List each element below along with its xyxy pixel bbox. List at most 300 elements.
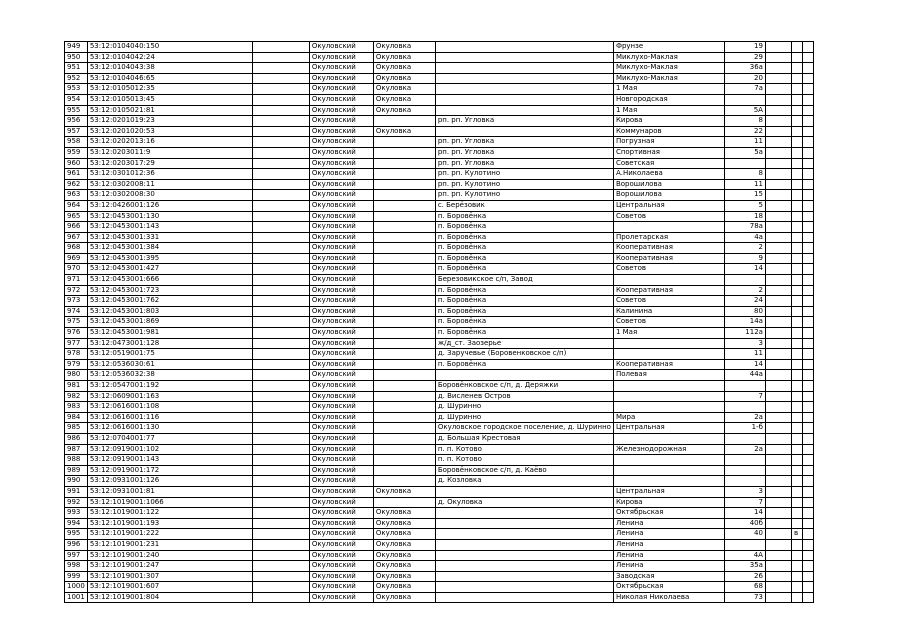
extra-cell bbox=[802, 561, 813, 572]
house-number-cell: 5 bbox=[724, 200, 765, 211]
row-number-cell: 957 bbox=[65, 126, 88, 137]
blank-col-cell bbox=[252, 317, 309, 328]
street-cell: Центральная bbox=[613, 486, 724, 497]
district-cell: Окуловский bbox=[309, 211, 373, 222]
district-cell: Окуловский bbox=[309, 232, 373, 243]
table-row bbox=[65, 433, 814, 444]
settlement-cell bbox=[435, 73, 613, 84]
building-cell bbox=[765, 200, 791, 211]
table-row bbox=[65, 402, 814, 413]
blank-col-cell bbox=[252, 391, 309, 402]
letter-cell: в bbox=[791, 529, 802, 540]
street-cell: Советов bbox=[613, 264, 724, 275]
table-row bbox=[65, 338, 814, 349]
district-cell: Окуловский bbox=[309, 264, 373, 275]
building-cell bbox=[765, 571, 791, 582]
cadastral-number-cell: 53:12:1019001:1066 bbox=[87, 497, 252, 508]
extra-cell bbox=[802, 158, 813, 169]
letter-cell bbox=[791, 158, 802, 169]
locality-cell: Окуловка bbox=[373, 582, 435, 593]
letter-cell bbox=[791, 328, 802, 339]
extra-cell bbox=[802, 465, 813, 476]
building-cell bbox=[765, 222, 791, 233]
settlement-cell: п. Боровёнка bbox=[435, 359, 613, 370]
house-number-cell: 2а bbox=[724, 444, 765, 455]
building-cell bbox=[765, 52, 791, 63]
row-number-cell: 983 bbox=[65, 402, 88, 413]
cadastral-number-cell: 53:12:1019001:240 bbox=[87, 550, 252, 561]
blank-col-cell bbox=[252, 592, 309, 603]
row-number-cell: 974 bbox=[65, 306, 88, 317]
building-cell bbox=[765, 116, 791, 127]
table-row bbox=[65, 476, 814, 487]
settlement-cell bbox=[435, 592, 613, 603]
letter-cell bbox=[791, 84, 802, 95]
row-number-cell: 982 bbox=[65, 391, 88, 402]
street-cell bbox=[613, 391, 724, 402]
row-number-cell: 972 bbox=[65, 285, 88, 296]
building-cell bbox=[765, 169, 791, 180]
locality-cell: Окуловка bbox=[373, 126, 435, 137]
extra-cell bbox=[802, 94, 813, 105]
letter-cell bbox=[791, 550, 802, 561]
settlement-cell: п. Боровёнка bbox=[435, 296, 613, 307]
cadastral-number-cell: 53:12:0426001:126 bbox=[87, 200, 252, 211]
district-cell: Окуловский bbox=[309, 73, 373, 84]
table-row bbox=[65, 105, 814, 116]
building-cell bbox=[765, 84, 791, 95]
settlement-cell: п. Боровёнка bbox=[435, 285, 613, 296]
house-number-cell: 2 bbox=[724, 243, 765, 254]
extra-cell bbox=[802, 571, 813, 582]
blank-col-cell bbox=[252, 169, 309, 180]
letter-cell bbox=[791, 232, 802, 243]
building-cell bbox=[765, 42, 791, 53]
extra-cell bbox=[802, 222, 813, 233]
cadastral-number-cell: 53:12:0453001:869 bbox=[87, 317, 252, 328]
settlement-cell bbox=[435, 126, 613, 137]
cadastral-number-cell: 53:12:0105021:81 bbox=[87, 105, 252, 116]
settlement-cell bbox=[435, 105, 613, 116]
row-number-cell: 960 bbox=[65, 158, 88, 169]
settlement-cell bbox=[435, 529, 613, 540]
letter-cell bbox=[791, 582, 802, 593]
cadastral-number-cell: 53:12:0704001:77 bbox=[87, 433, 252, 444]
cadastral-number-cell: 53:12:0453001:331 bbox=[87, 232, 252, 243]
cadastral-number-cell: 53:12:0453001:762 bbox=[87, 296, 252, 307]
blank-col-cell bbox=[252, 211, 309, 222]
cadastral-number-cell: 53:12:0203011:9 bbox=[87, 147, 252, 158]
street-cell: Погрузная bbox=[613, 137, 724, 148]
locality-cell bbox=[373, 137, 435, 148]
house-number-cell: 36а bbox=[724, 63, 765, 74]
district-cell: Окуловский bbox=[309, 42, 373, 53]
locality-cell: Окуловка bbox=[373, 63, 435, 74]
settlement-cell: д. Висленев Остров bbox=[435, 391, 613, 402]
extra-cell bbox=[802, 169, 813, 180]
settlement-cell: рп. рп. Кулотино bbox=[435, 179, 613, 190]
row-number-cell: 975 bbox=[65, 317, 88, 328]
letter-cell bbox=[791, 359, 802, 370]
building-cell bbox=[765, 306, 791, 317]
house-number-cell: 40 bbox=[724, 529, 765, 540]
blank-col-cell bbox=[252, 571, 309, 582]
extra-cell bbox=[802, 63, 813, 74]
cadastral-number-cell: 53:12:0919001:172 bbox=[87, 465, 252, 476]
extra-cell bbox=[802, 349, 813, 360]
building-cell bbox=[765, 433, 791, 444]
blank-col-cell bbox=[252, 94, 309, 105]
locality-cell: Окуловка bbox=[373, 561, 435, 572]
street-cell: А.Николаева bbox=[613, 169, 724, 180]
locality-cell bbox=[373, 497, 435, 508]
blank-col-cell bbox=[252, 232, 309, 243]
settlement-cell bbox=[435, 539, 613, 550]
blank-col-cell bbox=[252, 412, 309, 423]
street-cell bbox=[613, 476, 724, 487]
blank-col-cell bbox=[252, 42, 309, 53]
settlement-cell: д. Большая Крестовая bbox=[435, 433, 613, 444]
extra-cell bbox=[802, 550, 813, 561]
house-number-cell: 26 bbox=[724, 571, 765, 582]
blank-col-cell bbox=[252, 52, 309, 63]
street-cell: Полевая bbox=[613, 370, 724, 381]
settlement-cell: п. Боровёнка bbox=[435, 317, 613, 328]
house-number-cell: 20 bbox=[724, 73, 765, 84]
blank-col-cell bbox=[252, 243, 309, 254]
cadastral-number-cell: 53:12:0453001:395 bbox=[87, 253, 252, 264]
table-row bbox=[65, 296, 814, 307]
house-number-cell: 112а bbox=[724, 328, 765, 339]
extra-cell bbox=[802, 317, 813, 328]
street-cell: Николая Николаева bbox=[613, 592, 724, 603]
cadastral-number-cell: 53:12:0919001:143 bbox=[87, 455, 252, 466]
house-number-cell: 44а bbox=[724, 370, 765, 381]
blank-col-cell bbox=[252, 63, 309, 74]
district-cell: Окуловский bbox=[309, 412, 373, 423]
row-number-cell: 978 bbox=[65, 349, 88, 360]
extra-cell bbox=[802, 105, 813, 116]
building-cell bbox=[765, 370, 791, 381]
table-row bbox=[65, 158, 814, 169]
table-row bbox=[65, 317, 814, 328]
blank-col-cell bbox=[252, 550, 309, 561]
row-number-cell: 965 bbox=[65, 211, 88, 222]
street-cell bbox=[613, 433, 724, 444]
table-row bbox=[65, 275, 814, 286]
settlement-cell: ж/д_ст. Заозерье bbox=[435, 338, 613, 349]
building-cell bbox=[765, 190, 791, 201]
settlement-cell: рп. рп. Угловка bbox=[435, 116, 613, 127]
extra-cell bbox=[802, 370, 813, 381]
house-number-cell: 8 bbox=[724, 116, 765, 127]
locality-cell: Окуловка bbox=[373, 508, 435, 519]
blank-col-cell bbox=[252, 582, 309, 593]
settlement-cell: п. п. Котово bbox=[435, 444, 613, 455]
building-cell bbox=[765, 158, 791, 169]
row-number-cell: 1000 bbox=[65, 582, 88, 593]
table-row bbox=[65, 465, 814, 476]
house-number-cell bbox=[724, 94, 765, 105]
row-number-cell: 980 bbox=[65, 370, 88, 381]
locality-cell bbox=[373, 338, 435, 349]
row-number-cell: 961 bbox=[65, 169, 88, 180]
extra-cell bbox=[802, 529, 813, 540]
table-row bbox=[65, 222, 814, 233]
row-number-cell: 964 bbox=[65, 200, 88, 211]
locality-cell bbox=[373, 232, 435, 243]
locality-cell bbox=[373, 359, 435, 370]
letter-cell bbox=[791, 116, 802, 127]
district-cell: Окуловский bbox=[309, 285, 373, 296]
locality-cell bbox=[373, 222, 435, 233]
extra-cell bbox=[802, 296, 813, 307]
house-number-cell bbox=[724, 433, 765, 444]
house-number-cell: 2 bbox=[724, 285, 765, 296]
extra-cell bbox=[802, 232, 813, 243]
house-number-cell: 2а bbox=[724, 412, 765, 423]
extra-cell bbox=[802, 455, 813, 466]
extra-cell bbox=[802, 412, 813, 423]
cadastral-number-cell: 53:12:0302008:30 bbox=[87, 190, 252, 201]
table-row bbox=[65, 381, 814, 392]
row-number-cell: 950 bbox=[65, 52, 88, 63]
street-cell bbox=[613, 381, 724, 392]
settlement-cell bbox=[435, 94, 613, 105]
table-row bbox=[65, 42, 814, 53]
settlement-cell bbox=[435, 370, 613, 381]
building-cell bbox=[765, 275, 791, 286]
building-cell bbox=[765, 582, 791, 593]
extra-cell bbox=[802, 52, 813, 63]
building-cell bbox=[765, 550, 791, 561]
house-number-cell: 24 bbox=[724, 296, 765, 307]
building-cell bbox=[765, 105, 791, 116]
street-cell: 1 Мая bbox=[613, 328, 724, 339]
letter-cell bbox=[791, 476, 802, 487]
building-cell bbox=[765, 126, 791, 137]
extra-cell bbox=[802, 444, 813, 455]
district-cell: Окуловский bbox=[309, 444, 373, 455]
locality-cell: Окуловка bbox=[373, 518, 435, 529]
extra-cell bbox=[802, 73, 813, 84]
extra-cell bbox=[802, 306, 813, 317]
cadastral-number-cell: 53:12:1019001:247 bbox=[87, 561, 252, 572]
table-row bbox=[65, 253, 814, 264]
locality-cell: Окуловка bbox=[373, 94, 435, 105]
extra-cell bbox=[802, 243, 813, 254]
locality-cell bbox=[373, 169, 435, 180]
district-cell: Окуловский bbox=[309, 391, 373, 402]
district-cell: Окуловский bbox=[309, 179, 373, 190]
extra-cell bbox=[802, 381, 813, 392]
blank-col-cell bbox=[252, 486, 309, 497]
district-cell: Окуловский bbox=[309, 370, 373, 381]
settlement-cell: п. п. Котово bbox=[435, 455, 613, 466]
settlement-cell bbox=[435, 52, 613, 63]
street-cell: Кооперативная bbox=[613, 285, 724, 296]
district-cell: Окуловский bbox=[309, 126, 373, 137]
house-number-cell bbox=[724, 275, 765, 286]
blank-col-cell bbox=[252, 147, 309, 158]
locality-cell bbox=[373, 179, 435, 190]
house-number-cell: 3 bbox=[724, 338, 765, 349]
district-cell: Окуловский bbox=[309, 200, 373, 211]
house-number-cell: 73 bbox=[724, 592, 765, 603]
cadastral-number-cell: 53:12:0105013:45 bbox=[87, 94, 252, 105]
table-row bbox=[65, 359, 814, 370]
cadastral-number-cell: 53:12:0453001:981 bbox=[87, 328, 252, 339]
building-cell bbox=[765, 465, 791, 476]
street-cell: Советов bbox=[613, 317, 724, 328]
settlement-cell: рп. рп. Кулотино bbox=[435, 169, 613, 180]
house-number-cell: 11 bbox=[724, 137, 765, 148]
building-cell bbox=[765, 253, 791, 264]
locality-cell bbox=[373, 264, 435, 275]
locality-cell bbox=[373, 253, 435, 264]
letter-cell bbox=[791, 296, 802, 307]
street-cell: Ворошилова bbox=[613, 179, 724, 190]
street-cell: Кирова bbox=[613, 116, 724, 127]
table-row bbox=[65, 539, 814, 550]
cadastral-number-cell: 53:12:1019001:804 bbox=[87, 592, 252, 603]
cadastral-number-cell: 53:12:0301012:36 bbox=[87, 169, 252, 180]
locality-cell bbox=[373, 412, 435, 423]
street-cell: Пролетарская bbox=[613, 232, 724, 243]
locality-cell: Окуловка bbox=[373, 105, 435, 116]
letter-cell bbox=[791, 349, 802, 360]
cadastral-number-cell: 53:12:0302008:11 bbox=[87, 179, 252, 190]
table-row bbox=[65, 412, 814, 423]
cadastral-number-cell: 53:12:0201019:23 bbox=[87, 116, 252, 127]
extra-cell bbox=[802, 126, 813, 137]
table-row bbox=[65, 137, 814, 148]
blank-col-cell bbox=[252, 455, 309, 466]
cadastral-number-cell: 53:12:0453001:427 bbox=[87, 264, 252, 275]
cadastral-number-cell: 53:12:1019001:307 bbox=[87, 571, 252, 582]
district-cell: Окуловский bbox=[309, 476, 373, 487]
letter-cell bbox=[791, 444, 802, 455]
locality-cell bbox=[373, 317, 435, 328]
row-number-cell: 958 bbox=[65, 137, 88, 148]
settlement-cell: п. Боровёнка bbox=[435, 253, 613, 264]
building-cell bbox=[765, 529, 791, 540]
row-number-cell: 952 bbox=[65, 73, 88, 84]
street-cell: Ленина bbox=[613, 518, 724, 529]
settlement-cell: п. Боровёнка bbox=[435, 211, 613, 222]
settlement-cell bbox=[435, 550, 613, 561]
extra-cell bbox=[802, 539, 813, 550]
table-row bbox=[65, 306, 814, 317]
settlement-cell: Боровёнковское с/п, д. Каёво bbox=[435, 465, 613, 476]
district-cell: Окуловский bbox=[309, 306, 373, 317]
street-cell bbox=[613, 349, 724, 360]
house-number-cell bbox=[724, 539, 765, 550]
settlement-cell: с. Берёзовик bbox=[435, 200, 613, 211]
building-cell bbox=[765, 317, 791, 328]
locality-cell: Окуловка bbox=[373, 592, 435, 603]
building-cell bbox=[765, 338, 791, 349]
house-number-cell: 1-б bbox=[724, 423, 765, 434]
blank-col-cell bbox=[252, 116, 309, 127]
blank-col-cell bbox=[252, 444, 309, 455]
cadastral-number-cell: 53:12:0536032:38 bbox=[87, 370, 252, 381]
locality-cell bbox=[373, 370, 435, 381]
blank-col-cell bbox=[252, 264, 309, 275]
extra-cell bbox=[802, 476, 813, 487]
house-number-cell: 14а bbox=[724, 317, 765, 328]
house-number-cell bbox=[724, 381, 765, 392]
locality-cell bbox=[373, 306, 435, 317]
row-number-cell: 995 bbox=[65, 529, 88, 540]
cadastral-number-cell: 53:12:0202013:16 bbox=[87, 137, 252, 148]
street-cell: Ленина bbox=[613, 529, 724, 540]
row-number-cell: 973 bbox=[65, 296, 88, 307]
cadastral-number-cell: 53:12:1019001:193 bbox=[87, 518, 252, 529]
table-row bbox=[65, 200, 814, 211]
district-cell: Окуловский bbox=[309, 539, 373, 550]
district-cell: Окуловский bbox=[309, 381, 373, 392]
row-number-cell: 977 bbox=[65, 338, 88, 349]
letter-cell bbox=[791, 391, 802, 402]
letter-cell bbox=[791, 402, 802, 413]
letter-cell bbox=[791, 222, 802, 233]
table-row bbox=[65, 94, 814, 105]
cadastral-number-cell: 53:12:1019001:122 bbox=[87, 508, 252, 519]
cadastral-number-cell: 53:12:0616001:130 bbox=[87, 423, 252, 434]
row-number-cell: 984 bbox=[65, 412, 88, 423]
district-cell: Окуловский bbox=[309, 571, 373, 582]
street-cell: Кооперативная bbox=[613, 359, 724, 370]
extra-cell bbox=[802, 285, 813, 296]
house-number-cell: 14 bbox=[724, 264, 765, 275]
street-cell: Кооперативная bbox=[613, 243, 724, 254]
extra-cell bbox=[802, 253, 813, 264]
row-number-cell: 991 bbox=[65, 486, 88, 497]
street-cell: Ленина bbox=[613, 550, 724, 561]
blank-col-cell bbox=[252, 253, 309, 264]
table-row bbox=[65, 423, 814, 434]
district-cell: Окуловский bbox=[309, 147, 373, 158]
blank-col-cell bbox=[252, 190, 309, 201]
letter-cell bbox=[791, 423, 802, 434]
district-cell: Окуловский bbox=[309, 63, 373, 74]
blank-col-cell bbox=[252, 465, 309, 476]
cadastral-number-cell: 53:12:0203017:29 bbox=[87, 158, 252, 169]
street-cell: Железнодорожная bbox=[613, 444, 724, 455]
extra-cell bbox=[802, 582, 813, 593]
row-number-cell: 998 bbox=[65, 561, 88, 572]
table-row bbox=[65, 328, 814, 339]
settlement-cell bbox=[435, 582, 613, 593]
house-number-cell bbox=[724, 465, 765, 476]
extra-cell bbox=[802, 42, 813, 53]
row-number-cell: 993 bbox=[65, 508, 88, 519]
blank-col-cell bbox=[252, 359, 309, 370]
building-cell bbox=[765, 444, 791, 455]
extra-cell bbox=[802, 402, 813, 413]
row-number-cell: 954 bbox=[65, 94, 88, 105]
district-cell: Окуловский bbox=[309, 105, 373, 116]
settlement-cell bbox=[435, 561, 613, 572]
row-number-cell: 996 bbox=[65, 539, 88, 550]
blank-col-cell bbox=[252, 328, 309, 339]
district-cell: Окуловский bbox=[309, 190, 373, 201]
blank-col-cell bbox=[252, 402, 309, 413]
street-cell: Октябрьская bbox=[613, 508, 724, 519]
letter-cell bbox=[791, 243, 802, 254]
letter-cell bbox=[791, 52, 802, 63]
